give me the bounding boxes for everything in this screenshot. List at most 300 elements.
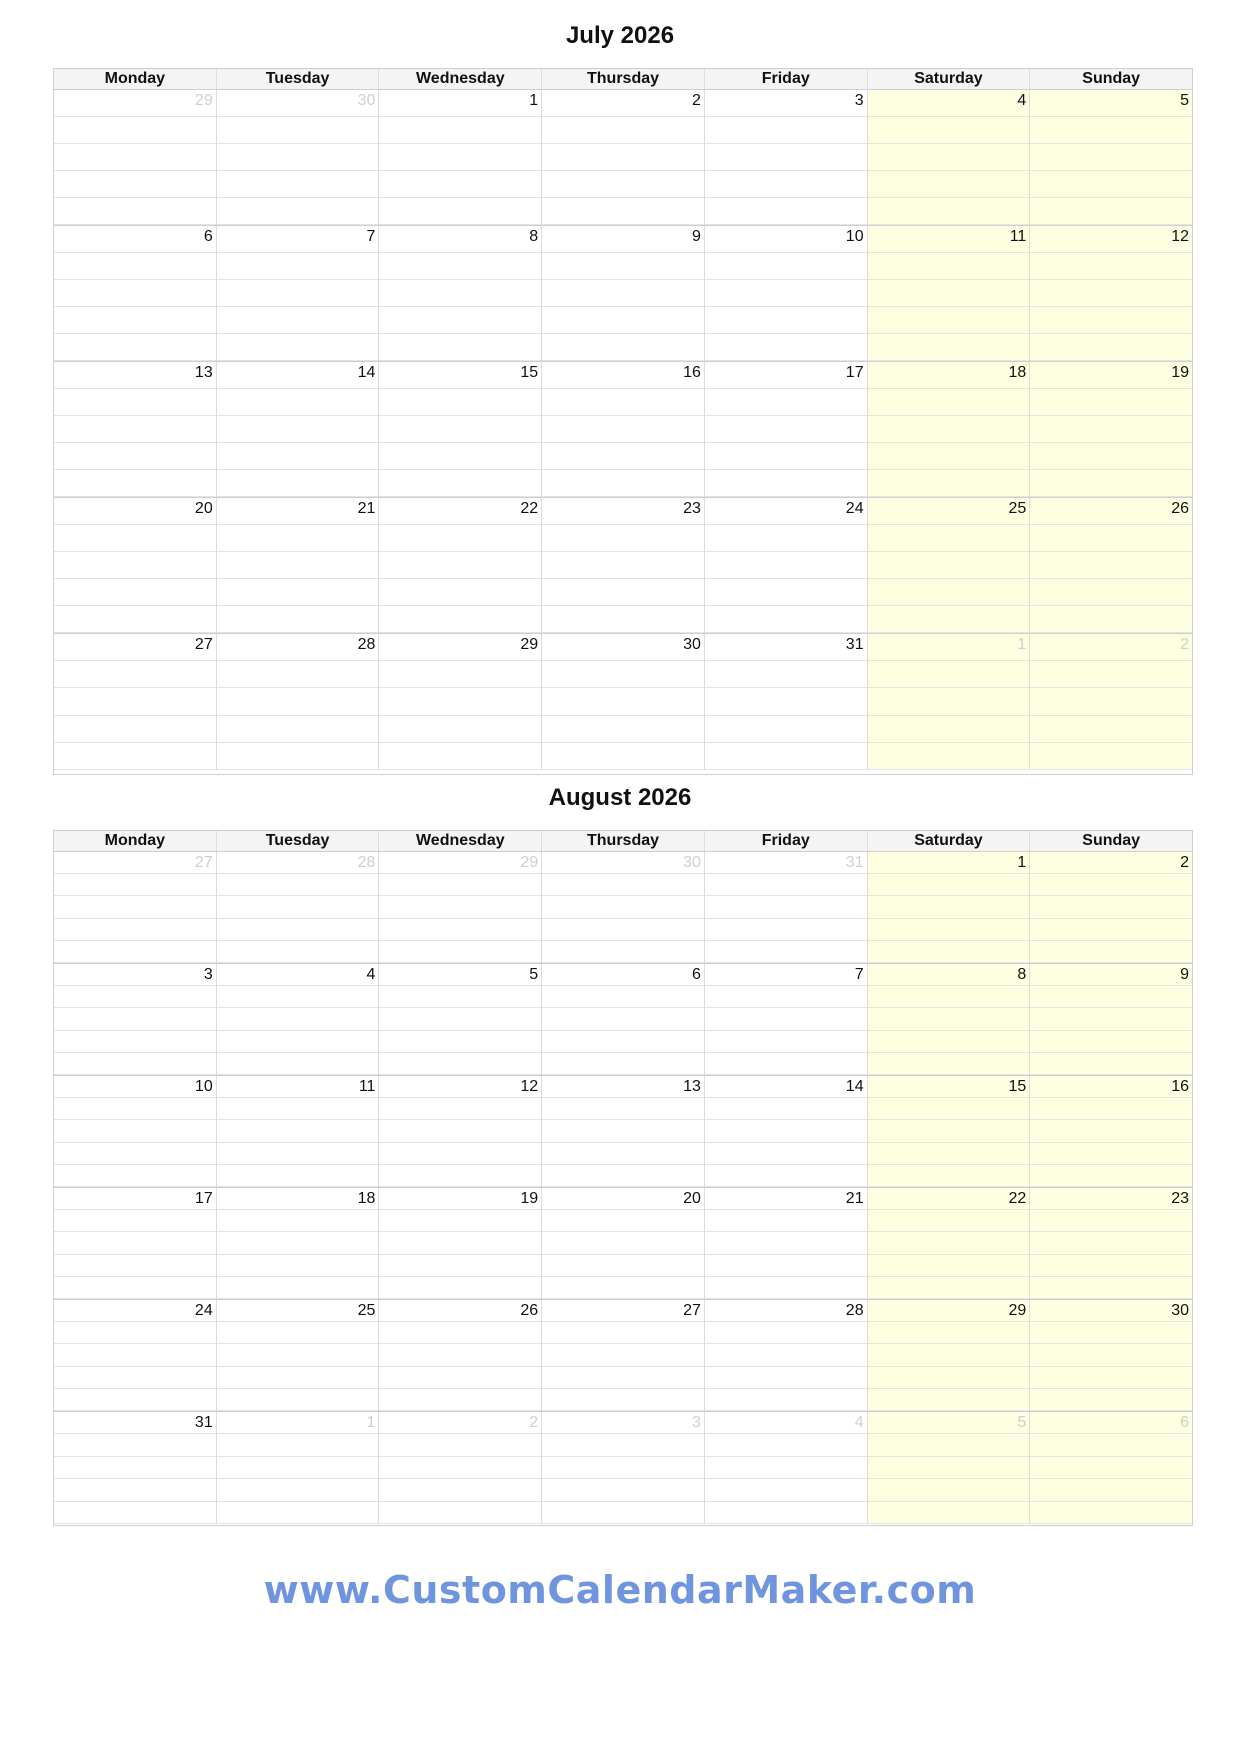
day-cell[interactable] [705, 90, 868, 225]
note-line [54, 470, 216, 497]
note-line [868, 1053, 1030, 1075]
note-line [868, 1076, 1030, 1098]
day-cell[interactable] [54, 1076, 217, 1187]
day-cell[interactable] [217, 226, 380, 361]
week-row [54, 1412, 1192, 1524]
day-cell[interactable] [542, 1076, 705, 1187]
week-row [54, 226, 1192, 362]
note-line [1030, 1076, 1192, 1098]
day-cell[interactable] [217, 90, 380, 225]
note-line [868, 280, 1030, 307]
day-cell[interactable] [54, 226, 217, 361]
day-cell[interactable] [54, 1412, 217, 1524]
note-line [542, 1031, 704, 1053]
day-cell[interactable] [868, 1300, 1031, 1411]
note-line [379, 1277, 541, 1299]
day-cell[interactable] [1030, 1300, 1192, 1411]
day-cell[interactable] [217, 634, 380, 770]
note-line [54, 688, 216, 715]
note-line [1030, 253, 1192, 280]
day-cell[interactable] [379, 1412, 542, 1524]
note-line [1030, 688, 1192, 715]
day-cell[interactable] [54, 362, 217, 497]
day-cell[interactable] [1030, 1076, 1192, 1187]
note-line [379, 606, 541, 633]
day-number: 6 [1180, 1414, 1190, 1431]
note-line [379, 986, 541, 1008]
day-cell[interactable] [868, 852, 1031, 963]
week-row [54, 1300, 1192, 1412]
note-line [379, 1322, 541, 1344]
day-cell[interactable] [868, 90, 1031, 225]
note-line [1030, 1255, 1192, 1277]
day-cell[interactable] [54, 498, 217, 633]
note-line [54, 144, 216, 171]
note-line [54, 362, 216, 389]
day-cell[interactable] [1030, 498, 1192, 633]
day-cell[interactable] [705, 964, 868, 1075]
day-cell[interactable] [542, 1412, 705, 1524]
note-line [542, 144, 704, 171]
note-line [379, 1188, 541, 1210]
day-number: 2 [1180, 854, 1190, 871]
week-row [54, 634, 1192, 770]
note-line [379, 117, 541, 144]
day-cell[interactable] [54, 1300, 217, 1411]
note-line [868, 1255, 1030, 1277]
day-cell[interactable] [379, 226, 542, 361]
note-line [54, 661, 216, 688]
day-number: 20 [194, 500, 213, 517]
day-number: 26 [1171, 500, 1190, 517]
day-cell[interactable] [54, 1188, 217, 1299]
note-line [705, 1255, 867, 1277]
note-line [217, 90, 379, 117]
day-number: 28 [357, 636, 376, 653]
note-line [54, 606, 216, 633]
note-line [705, 1098, 867, 1120]
note-line [217, 964, 379, 986]
note-line [705, 874, 867, 896]
note-line [379, 1457, 541, 1479]
note-line [868, 1143, 1030, 1165]
day-cell[interactable] [217, 852, 380, 963]
note-line [54, 1120, 216, 1142]
note-line [379, 1098, 541, 1120]
day-number: 17 [194, 1190, 213, 1207]
note-line [217, 144, 379, 171]
note-line [217, 874, 379, 896]
day-cell[interactable] [1030, 1412, 1192, 1524]
day-cell[interactable] [379, 1076, 542, 1187]
day-cell[interactable] [217, 1188, 380, 1299]
note-line [54, 1188, 216, 1210]
day-cell[interactable] [379, 964, 542, 1075]
day-number: 4 [1017, 92, 1027, 109]
note-line [542, 1434, 704, 1456]
note-line [868, 1008, 1030, 1030]
day-number: 27 [194, 854, 213, 871]
day-number: 30 [683, 854, 701, 871]
note-line [542, 389, 704, 416]
note-line [217, 1098, 379, 1120]
note-line [705, 1053, 867, 1075]
note-line [705, 941, 867, 963]
note-line [542, 525, 704, 552]
day-number: 31 [194, 1414, 213, 1431]
note-line [54, 1053, 216, 1075]
note-line [705, 498, 867, 525]
note-line [1030, 1188, 1192, 1210]
note-line [379, 1434, 541, 1456]
day-cell[interactable] [379, 1188, 542, 1299]
weekday-header: Thursday [542, 69, 705, 89]
note-line [217, 389, 379, 416]
note-line [217, 1120, 379, 1142]
note-line [54, 90, 216, 117]
day-cell[interactable] [54, 852, 217, 963]
note-line [542, 716, 704, 743]
day-number: 9 [1180, 966, 1190, 983]
note-line [705, 1367, 867, 1389]
note-line [54, 874, 216, 896]
day-number: 31 [845, 636, 864, 653]
day-cell[interactable] [705, 362, 868, 497]
calendar-grid-august [53, 830, 1193, 1526]
note-line [705, 198, 867, 225]
note-line [705, 1412, 867, 1434]
day-cell[interactable] [542, 1300, 705, 1411]
note-line [54, 1232, 216, 1254]
day-cell[interactable] [705, 634, 868, 770]
day-number: 11 [1009, 228, 1027, 245]
note-line [379, 1232, 541, 1254]
day-number: 25 [357, 1302, 376, 1319]
day-number: 29 [1008, 1302, 1027, 1319]
note-line [54, 1479, 216, 1501]
day-cell[interactable] [542, 634, 705, 770]
note-line [379, 307, 541, 334]
day-number: 23 [1171, 1190, 1190, 1207]
note-line [54, 1098, 216, 1120]
day-number: 28 [845, 1302, 864, 1319]
day-number: 29 [520, 854, 539, 871]
day-cell[interactable] [542, 362, 705, 497]
note-line [54, 280, 216, 307]
note-line [542, 1255, 704, 1277]
day-number: 14 [845, 1078, 864, 1095]
note-line [379, 661, 541, 688]
day-number: 30 [1171, 1302, 1190, 1319]
note-line [868, 874, 1030, 896]
day-cell[interactable] [1030, 90, 1192, 225]
note-line [868, 1031, 1030, 1053]
note-line [542, 1232, 704, 1254]
note-line [379, 1367, 541, 1389]
note-line [379, 919, 541, 941]
note-line [54, 1165, 216, 1187]
note-line [542, 852, 704, 874]
note-line [1030, 606, 1192, 633]
weekday-header: Sunday [1082, 832, 1141, 849]
note-line [542, 1344, 704, 1366]
day-cell[interactable] [705, 852, 868, 963]
note-line [217, 1053, 379, 1075]
note-line [379, 1210, 541, 1232]
note-line [542, 896, 704, 918]
note-line [54, 896, 216, 918]
weekday-header: Sunday [1082, 70, 1141, 87]
note-line [54, 253, 216, 280]
note-line [542, 1165, 704, 1187]
day-cell[interactable] [542, 90, 705, 225]
day-cell[interactable] [1030, 1188, 1192, 1299]
note-line [1030, 1389, 1192, 1411]
note-line [542, 1120, 704, 1142]
note-line [379, 1344, 541, 1366]
day-cell[interactable] [868, 964, 1031, 1075]
day-cell[interactable] [542, 226, 705, 361]
day-number: 10 [194, 1078, 213, 1095]
note-line [542, 579, 704, 606]
day-cell[interactable] [1030, 226, 1192, 361]
note-line [217, 171, 379, 198]
week-row [54, 498, 1192, 634]
note-line [542, 1502, 704, 1524]
note-line [54, 1143, 216, 1165]
note-line [705, 1120, 867, 1142]
note-line [54, 919, 216, 941]
day-cell[interactable] [379, 1300, 542, 1411]
note-line [379, 1143, 541, 1165]
note-line [54, 743, 216, 770]
note-line [217, 470, 379, 497]
day-cell[interactable] [379, 498, 542, 633]
note-line [1030, 964, 1192, 986]
weekday-header: Friday [705, 69, 868, 89]
note-line [705, 1188, 867, 1210]
note-line [542, 226, 704, 253]
day-number: 3 [854, 92, 864, 109]
day-cell[interactable] [705, 1412, 868, 1524]
note-line [379, 144, 541, 171]
day-cell[interactable] [868, 634, 1031, 770]
note-line [54, 389, 216, 416]
day-cell[interactable] [868, 498, 1031, 633]
note-line [1030, 226, 1192, 253]
day-cell[interactable] [1030, 634, 1192, 770]
note-line [217, 416, 379, 443]
note-line [705, 1143, 867, 1165]
note-line [705, 1031, 867, 1053]
note-line [542, 416, 704, 443]
weekday-header: Tuesday [217, 831, 380, 851]
note-line [868, 1367, 1030, 1389]
note-line [54, 1210, 216, 1232]
note-line [542, 253, 704, 280]
note-line [868, 941, 1030, 963]
note-line [379, 416, 541, 443]
day-cell[interactable] [379, 362, 542, 497]
day-cell[interactable] [542, 852, 705, 963]
note-line [1030, 1434, 1192, 1456]
note-line [217, 280, 379, 307]
note-line [705, 688, 867, 715]
note-line [217, 307, 379, 334]
weekday-header: Wednesday [379, 69, 542, 89]
note-line [1030, 171, 1192, 198]
weekday-header: Saturday [868, 831, 1031, 851]
day-cell[interactable] [379, 634, 542, 770]
day-number: 20 [683, 1190, 701, 1207]
note-line [868, 389, 1030, 416]
note-line [542, 1143, 704, 1165]
day-cell[interactable] [217, 362, 380, 497]
note-line [1030, 634, 1192, 661]
note-line [868, 634, 1030, 661]
day-cell[interactable] [54, 964, 217, 1075]
note-line [217, 117, 379, 144]
day-cell[interactable] [868, 1188, 1031, 1299]
note-line [54, 1300, 216, 1322]
day-cell[interactable] [54, 634, 217, 770]
note-line [379, 964, 541, 986]
day-number: 21 [845, 1190, 864, 1207]
day-cell[interactable] [705, 226, 868, 361]
note-line [705, 307, 867, 334]
note-line [868, 579, 1030, 606]
day-number: 18 [357, 1190, 376, 1207]
note-line [379, 90, 541, 117]
note-line [868, 1389, 1030, 1411]
note-line [54, 1277, 216, 1299]
note-line [54, 552, 216, 579]
note-line [217, 1232, 379, 1254]
note-line [868, 743, 1030, 770]
note-line [1030, 90, 1192, 117]
note-line [705, 852, 867, 874]
day-number: 2 [1180, 636, 1190, 653]
note-line [705, 1165, 867, 1187]
day-cell[interactable] [705, 1076, 868, 1187]
day-cell[interactable] [217, 1076, 380, 1187]
day-cell[interactable] [868, 1412, 1031, 1524]
note-line [542, 198, 704, 225]
note-line [1030, 1300, 1192, 1322]
note-line [1030, 525, 1192, 552]
day-cell[interactable] [705, 1300, 868, 1411]
month-title-august: August 2026 [548, 784, 692, 811]
day-cell[interactable] [54, 90, 217, 225]
note-line [217, 1031, 379, 1053]
note-line [54, 1367, 216, 1389]
day-number: 25 [1008, 500, 1027, 517]
day-number: 1 [1017, 854, 1027, 871]
note-line [542, 743, 704, 770]
day-number: 8 [1017, 966, 1027, 983]
day-number: 13 [194, 364, 213, 381]
note-line [217, 1076, 379, 1098]
day-cell[interactable] [217, 1412, 380, 1524]
day-number: 15 [1008, 1078, 1027, 1095]
day-cell[interactable] [217, 498, 380, 633]
note-line [54, 226, 216, 253]
note-line [705, 1457, 867, 1479]
note-line [542, 1479, 704, 1501]
day-number: 4 [854, 1414, 864, 1431]
day-cell[interactable] [705, 1188, 868, 1299]
note-line [54, 1322, 216, 1344]
day-number: 30 [683, 636, 701, 653]
day-number: 21 [357, 500, 376, 517]
website-footer-logo[interactable]: www.CustomCalendarMaker.com [263, 1568, 977, 1612]
note-line [705, 1389, 867, 1411]
note-line [379, 1076, 541, 1098]
note-line [542, 1188, 704, 1210]
note-line [1030, 1479, 1192, 1501]
note-line [868, 896, 1030, 918]
note-line [379, 1300, 541, 1322]
note-line [379, 498, 541, 525]
note-line [217, 1210, 379, 1232]
note-line [379, 1412, 541, 1434]
note-line [1030, 1053, 1192, 1075]
note-line [217, 1188, 379, 1210]
note-line [217, 661, 379, 688]
note-line [379, 226, 541, 253]
note-line [54, 986, 216, 1008]
weekday-header: Monday [54, 831, 217, 851]
note-line [542, 1367, 704, 1389]
note-line [868, 1300, 1030, 1322]
day-number: 5 [1180, 92, 1190, 109]
day-number: 30 [357, 92, 376, 109]
day-cell[interactable] [542, 964, 705, 1075]
day-cell[interactable] [1030, 964, 1192, 1075]
note-line [542, 334, 704, 361]
day-cell[interactable] [1030, 362, 1192, 497]
day-cell[interactable] [542, 1188, 705, 1299]
day-cell[interactable] [379, 852, 542, 963]
note-line [217, 852, 379, 874]
note-line [705, 1479, 867, 1501]
day-number: 12 [1171, 228, 1190, 245]
day-number: 27 [194, 636, 213, 653]
note-line [868, 1344, 1030, 1366]
note-line [542, 874, 704, 896]
note-line [868, 470, 1030, 497]
day-cell[interactable] [868, 362, 1031, 497]
day-cell[interactable] [217, 1300, 380, 1411]
day-cell[interactable] [1030, 852, 1192, 963]
note-line [868, 986, 1030, 1008]
day-cell[interactable] [705, 498, 868, 633]
day-cell[interactable] [868, 1076, 1031, 1187]
note-line [217, 443, 379, 470]
note-line [542, 1457, 704, 1479]
day-cell[interactable] [868, 226, 1031, 361]
day-cell[interactable] [379, 90, 542, 225]
day-number: 24 [845, 500, 864, 517]
day-number: 7 [366, 228, 376, 245]
note-line [705, 144, 867, 171]
day-cell[interactable] [542, 498, 705, 633]
day-cell[interactable] [217, 964, 380, 1075]
day-number: 27 [683, 1302, 701, 1319]
weekday-header: Friday [705, 831, 868, 851]
note-line [379, 716, 541, 743]
note-line [1030, 498, 1192, 525]
